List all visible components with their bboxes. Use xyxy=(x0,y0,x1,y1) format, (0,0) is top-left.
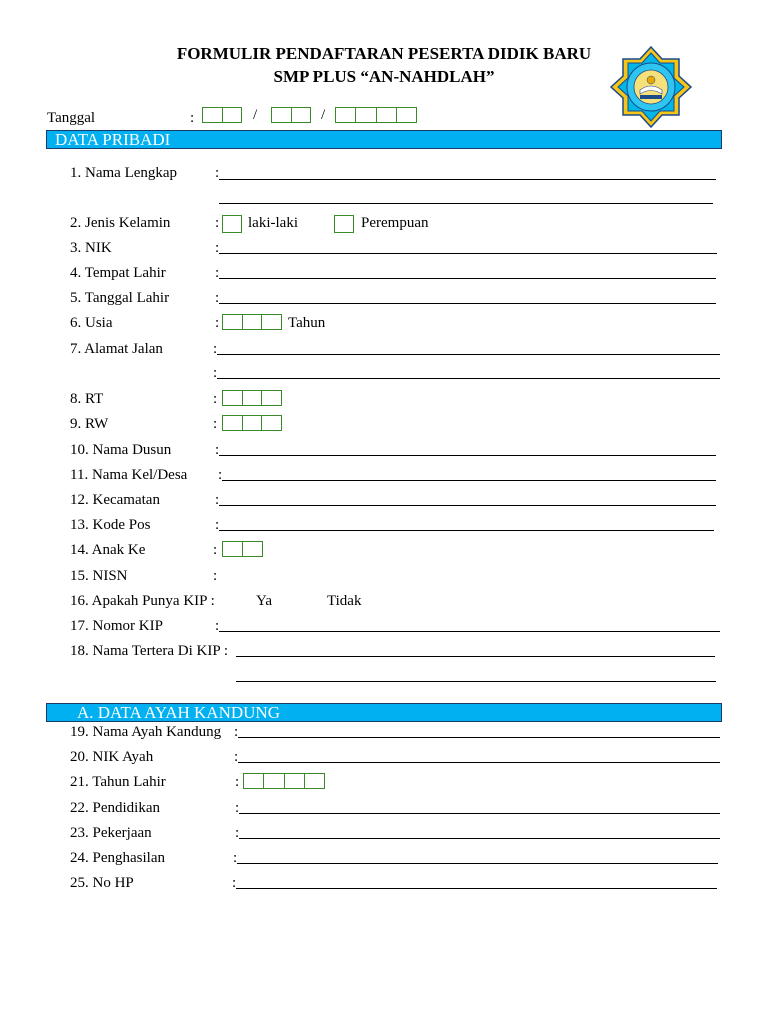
field-colon: : xyxy=(215,215,220,231)
field-label: 15. NISN xyxy=(70,568,128,584)
gender-male-label: laki-laki xyxy=(248,215,298,231)
nama-lengkap-input[interactable] xyxy=(219,179,716,180)
date-label: Tanggal xyxy=(47,110,96,126)
field-label: 12. Kecamatan xyxy=(70,492,160,508)
usia-boxes[interactable] xyxy=(222,314,282,330)
field-label: 13. Kode Pos xyxy=(70,517,151,533)
date-month-boxes[interactable] xyxy=(271,107,311,123)
field-label: 2. Jenis Kelamin xyxy=(70,215,171,231)
field-label: 6. Usia xyxy=(70,315,113,331)
kip-no-option[interactable]: Tidak xyxy=(327,593,362,609)
kel-desa-input[interactable] xyxy=(222,480,716,481)
field-label: 11. Nama Kel/Desa xyxy=(70,467,188,483)
form-title-line2: SMP PLUS “AN-NAHDLAH” xyxy=(273,67,495,86)
field-colon: : xyxy=(215,442,220,458)
nama-kip-input[interactable] xyxy=(236,656,715,657)
usia-unit: Tahun xyxy=(288,315,326,331)
pendidikan-ayah-input[interactable] xyxy=(239,813,720,814)
field-colon: : xyxy=(235,825,240,841)
field-label: 7. Alamat Jalan xyxy=(70,341,163,357)
tahun-lahir-ayah-boxes[interactable] xyxy=(243,773,325,789)
field-label: 19. Nama Ayah Kandung xyxy=(70,724,222,740)
nama-lengkap-input-line2[interactable] xyxy=(219,203,713,204)
nama-dusun-input[interactable] xyxy=(219,455,716,456)
nama-kip-input-line2[interactable] xyxy=(236,681,716,682)
section-data-ayah: A. DATA AYAH KANDUNG xyxy=(46,703,722,722)
field-colon: : xyxy=(213,365,218,381)
field-colon: : xyxy=(215,240,220,256)
nik-ayah-input[interactable] xyxy=(238,762,720,763)
penghasilan-ayah-input[interactable] xyxy=(237,863,718,864)
kecamatan-input[interactable] xyxy=(219,505,716,506)
field-label: 4. Tempat Lahir xyxy=(70,265,166,281)
nik-input[interactable] xyxy=(219,253,717,254)
field-label: 14. Anak Ke xyxy=(70,542,146,558)
field-colon: : xyxy=(215,315,220,331)
field-colon: : xyxy=(215,165,220,181)
field-colon: : xyxy=(215,265,220,281)
alamat-input[interactable] xyxy=(217,354,720,355)
field-label: 17. Nomor KIP xyxy=(70,618,163,634)
field-label: 25. No HP xyxy=(70,875,134,891)
gender-female-checkbox[interactable] xyxy=(334,215,354,233)
field-label: 16. Apakah Punya KIP : xyxy=(70,593,215,609)
field-label: 9. RW xyxy=(70,416,109,432)
nomor-kip-input[interactable] xyxy=(219,631,720,632)
field-colon: : xyxy=(234,724,239,740)
nama-ayah-input[interactable] xyxy=(238,737,720,738)
field-label: 21. Tahun Lahir xyxy=(70,774,166,790)
field-label: 3. NIK xyxy=(70,240,112,256)
tempat-lahir-input[interactable] xyxy=(219,278,716,279)
field-colon: : xyxy=(215,618,220,634)
field-colon: : xyxy=(213,391,218,407)
field-colon: : xyxy=(213,568,218,584)
date-year-boxes[interactable] xyxy=(335,107,417,123)
field-colon: : xyxy=(235,774,240,790)
kip-yes-option[interactable]: Ya xyxy=(256,593,272,609)
field-colon: : xyxy=(215,290,220,306)
rt-boxes[interactable] xyxy=(222,390,282,406)
no-hp-ayah-input[interactable] xyxy=(236,888,717,889)
field-colon: : xyxy=(213,542,218,558)
field-colon: : xyxy=(213,416,218,432)
date-separator: / xyxy=(253,107,258,123)
field-label: 18. Nama Tertera Di KIP : xyxy=(70,643,229,659)
date-colon: : xyxy=(190,110,195,126)
tanggal-lahir-input[interactable] xyxy=(219,303,716,304)
date-separator: / xyxy=(321,107,326,123)
school-logo-icon xyxy=(610,46,692,128)
section-data-pribadi: DATA PRIBADI xyxy=(46,130,722,149)
field-label: 5. Tanggal Lahir xyxy=(70,290,170,306)
field-colon: : xyxy=(215,492,220,508)
field-colon: : xyxy=(215,517,220,533)
field-colon: : xyxy=(232,875,237,891)
form-title-line1: FORMULIR PENDAFTARAN PESERTA DIDIK BARU xyxy=(176,44,592,63)
pekerjaan-ayah-input[interactable] xyxy=(239,838,720,839)
field-label: 10. Nama Dusun xyxy=(70,442,172,458)
field-label: 20. NIK Ayah xyxy=(70,749,154,765)
field-label: 8. RT xyxy=(70,391,104,407)
field-label: 24. Penghasilan xyxy=(70,850,165,866)
field-colon: : xyxy=(233,850,238,866)
gender-female-label: Perempuan xyxy=(361,215,429,231)
gender-male-checkbox[interactable] xyxy=(222,215,242,233)
date-day-boxes[interactable] xyxy=(202,107,242,123)
field-colon: : xyxy=(218,467,223,483)
field-colon: : xyxy=(234,749,239,765)
alamat-input-line2[interactable] xyxy=(217,378,720,379)
field-label: 23. Pekerjaan xyxy=(70,825,152,841)
field-label: 22. Pendidikan xyxy=(70,800,160,816)
anak-ke-boxes[interactable] xyxy=(222,541,263,557)
field-label: 1. Nama Lengkap xyxy=(70,165,178,181)
field-colon: : xyxy=(235,800,240,816)
field-colon: : xyxy=(213,341,218,357)
rw-boxes[interactable] xyxy=(222,415,282,431)
kode-pos-input[interactable] xyxy=(219,530,714,531)
